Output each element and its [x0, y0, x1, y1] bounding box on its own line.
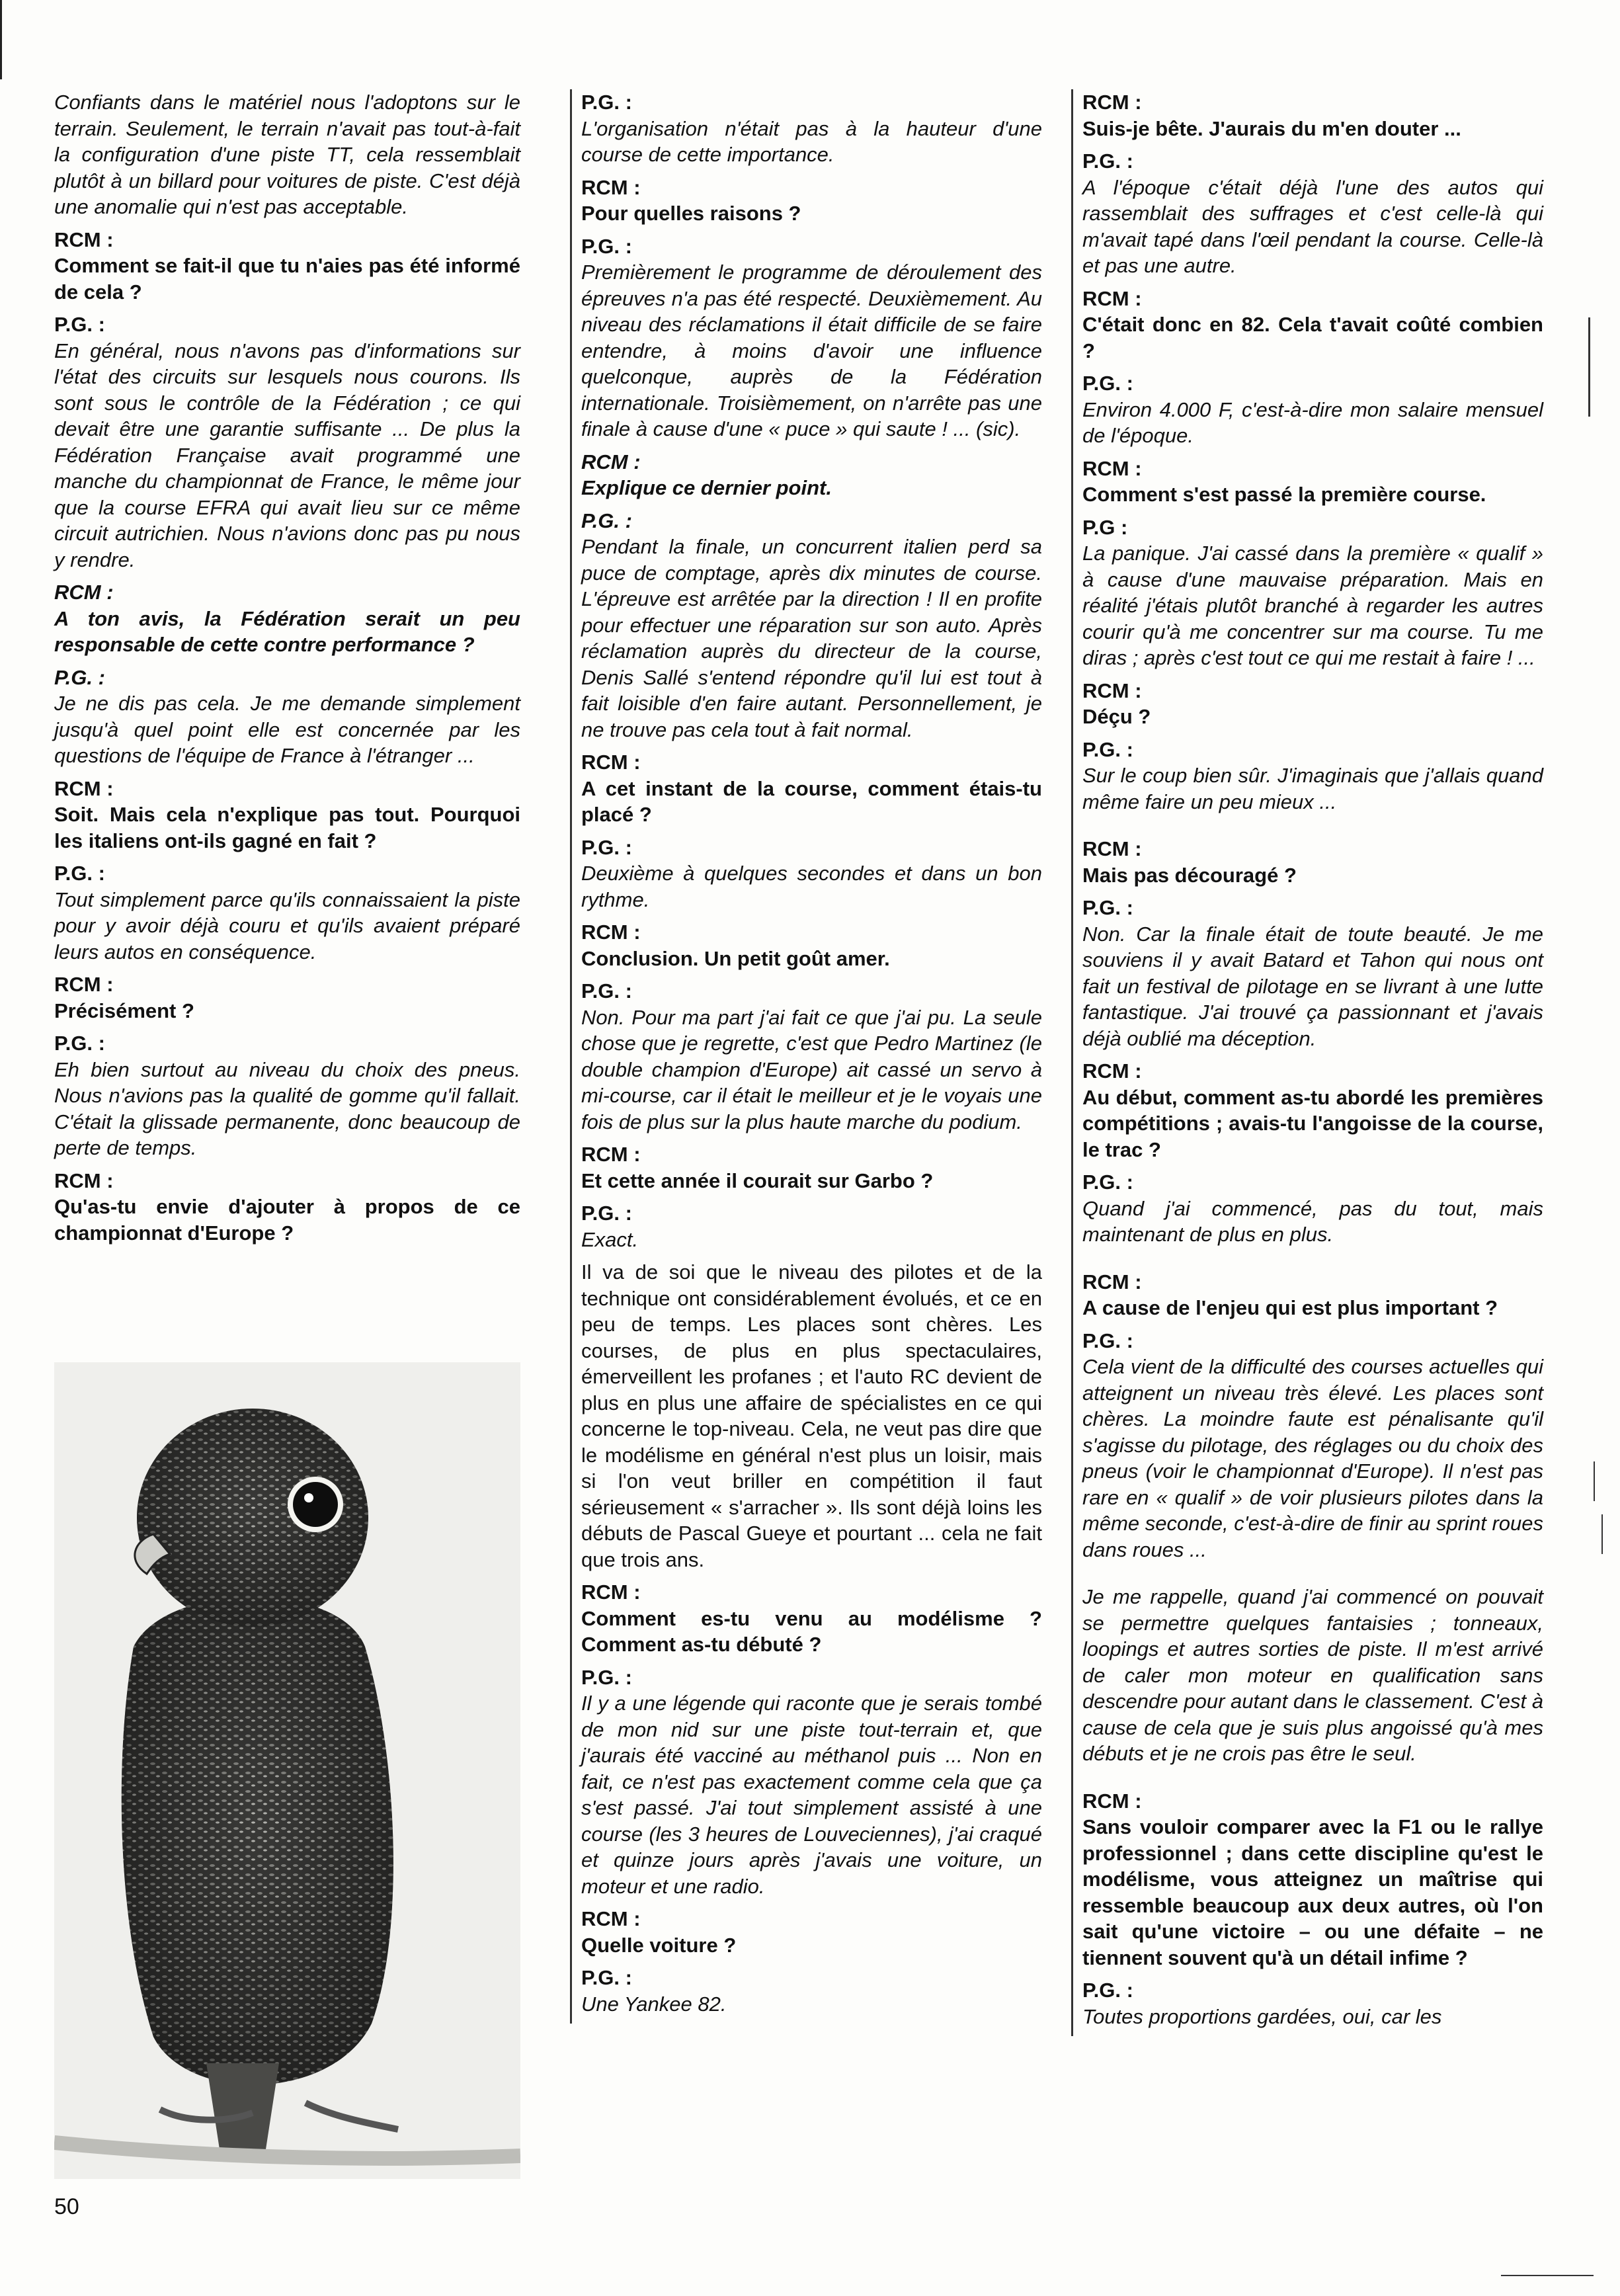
speaker-label: P.G. :: [1082, 1329, 1133, 1352]
article-column-2: [570, 89, 1042, 2024]
speaker-label: P.G. :: [54, 1032, 105, 1055]
question-text: Et cette année il courait sur Garbo ?: [581, 1168, 934, 1192]
bird-photo: [54, 1362, 520, 2179]
question-text: Comment s'est passé la première course.: [1082, 483, 1486, 506]
question-text: Explique ce dernier point.: [581, 476, 832, 499]
speaker-label: P.G. :: [1082, 1170, 1133, 1194]
answer-text: Non. Car la finale était de toute beauté. Je me souviens il y avait Batard et Tahon qui nous ont fait un festival de pilotage en se livrant à une lutte fantastique. J'ai trouvé ça passionnant et j'avais déjà oublié ma déception.: [1082, 922, 1543, 1050]
speaker-label: P.G. :: [1082, 149, 1133, 173]
question-text: Déçu ?: [1082, 705, 1151, 728]
speaker-label: P.G :: [1082, 515, 1128, 539]
speaker-label: P.G. :: [581, 835, 632, 859]
speaker-label: P.G. :: [581, 1665, 632, 1689]
question-text: Quelle voiture ?: [581, 1933, 737, 1957]
speaker-label: RCM :: [54, 776, 114, 800]
spacer: [1082, 1569, 1543, 1584]
answer-text: A l'époque c'était déjà l'une des autos qui rassemblait des suffrages et c'est celle-là qui m'avait tapé dans l'œil pendant la course. Celle-là et pas une autre.: [1082, 175, 1543, 277]
answer-text: Cela vient de la difficulté des courses actuelles qui atteignent un niveau très élevé. Les places sont chères. La moindre faute est pénalisante qu'il s'agisse du pilotage, des réglages ou du choix des pneus (voir le championnat d'Europe). Il n'est pas rare en « qualif » de voir plusieurs pilotes dans la même seconde, c'est-à-dire de finir au sprint roues dans roues ...: [1082, 1355, 1543, 1561]
speaker-label: RCM :: [581, 1580, 641, 1604]
question-text: A cause de l'enjeu qui est plus important ?: [1082, 1296, 1498, 1319]
answer-text: Une Yankee 82.: [581, 1992, 727, 2016]
question-text: C'était donc en 82. Cela t'avait coûté combien ?: [1082, 313, 1543, 362]
answer-text: Tout simplement parce qu'ils connaissaient la piste pour y avoir déjà couru et qu'ils avaient préparé leurs autos en conséquence.: [54, 887, 520, 964]
question-text: Conclusion. Un petit goût amer.: [581, 946, 890, 970]
spacer: [1082, 821, 1543, 836]
speaker-label: P.G. :: [581, 91, 632, 114]
answer-text: Quand j'ai commencé, pas du tout, mais maintenant de plus en plus.: [1082, 1196, 1543, 1246]
question-text: Précisément ?: [54, 999, 194, 1022]
question-text: Mais pas découragé ?: [1082, 863, 1297, 887]
answer-text: Sur le coup bien sûr. J'imaginais que j'allais quand même faire un peu mieux ...: [1082, 764, 1543, 813]
speaker-label: P.G. :: [581, 234, 632, 258]
answer-text: Deuxième à quelques secondes et dans un bon rythme.: [581, 862, 1042, 911]
article-column-3: [1071, 89, 1543, 2036]
question-text: Suis-je bête. J'aurais du m'en douter ...: [1082, 116, 1461, 140]
question-text: Sans vouloir comparer avec la F1 ou le rallye professionnel ; dans cette discipline qu'est le modélisme, vous atteignez un maîtrise qui ressemble beaucoup aux deux autres, où l'on sait qu'une victoire – ou une défaite – ne tiennent souvent qu'à un détail infime ?: [1082, 1815, 1543, 1969]
speaker-label: RCM :: [1082, 286, 1142, 310]
margin-mark: [1588, 317, 1590, 417]
speaker-label: RCM :: [581, 450, 641, 473]
answer-text: Je ne dis pas cela. Je me demande simplement jusqu'à quel point elle est concernée par les questions de l'équipe de France à l'étranger ...: [54, 692, 520, 767]
speaker-label: RCM :: [54, 973, 114, 996]
speaker-label: RCM :: [1082, 91, 1142, 114]
speaker-label: RCM :: [1082, 456, 1142, 480]
speaker-label: RCM :: [1082, 1059, 1142, 1083]
spacer: [1082, 1774, 1543, 1788]
question-text: Comment es-tu venu au modélisme ? Comment as-tu débuté ?: [581, 1606, 1042, 1656]
answer-text: Eh bien surtout au niveau du choix des pneus. Nous n'avions pas la qualité de gomme qu'il fallait. C'était la glissade permanente, donc beaucoup de perte de temps.: [54, 1057, 520, 1159]
question-text: Pour quelles raisons ?: [581, 202, 801, 225]
body-paragraph: Il va de soi que le niveau des pilotes et de la technique ont considérablement évolués, et ce en peu de temps. Les places sont chères. Les courses, de plus en plus spectaculaires, émerveillent les profanes ; et l'auto RC devient de plus en plus une affaire de spécialistes en ce qui concerne le top-niveau. Cela, ne veut pas dire que le modélisme en général n'est plus un loisir, mais si l'on veut briller en compétition il faut sérieusement « s'arracher ». Ils sont déjà loins les débuts de Pascal Gueye et pourtant ... cela ne fait que trois ans.: [581, 1260, 1042, 1571]
answer-text: Environ 4.000 F, c'est-à-dire mon salaire mensuel de l'époque.: [1082, 397, 1543, 447]
answer-text: La panique. J'ai cassé dans la première « qualif » à cause d'une mauvaise préparation. Mais en réalité j'étais plutôt branché à regarder les autres courir qu'à me concentrer sur ma course. Tu me diras ; après c'est tout ce qui me restait à faire ! ...: [1082, 542, 1543, 669]
speaker-label: RCM :: [1082, 837, 1142, 860]
speaker-label: P.G. :: [581, 509, 632, 532]
answer-text: L'organisation n'était pas à la hauteur d'une course de cette importance.: [581, 116, 1042, 166]
speaker-label: RCM :: [581, 175, 641, 199]
margin-mark: [1594, 1461, 1595, 1501]
speaker-label: RCM :: [54, 1168, 114, 1192]
speaker-label: P.G. :: [581, 979, 632, 1003]
speaker-label: RCM :: [1082, 1789, 1142, 1813]
speaker-label: P.G. :: [1082, 372, 1133, 395]
speaker-label: P.G. :: [54, 665, 105, 689]
bottom-rule: [1501, 2275, 1594, 2276]
article-column-1: [54, 89, 520, 1252]
answer-text: Je me rappelle, quand j'ai commencé on pouvait se permettre quelques fantaisies ; tonneaux, loopings et autres sorties de piste. Il m'est arrivé de caler mon moteur en qualification sans descendre pour autant dans le classement. C'est à cause de cela que je suis plus angoissé qu'à mes débuts et je ne crois pas être le seul.: [1082, 1585, 1543, 1765]
answer-text: Premièrement le programme de déroulement des épreuves n'a pas été respecté. Deuxièmement. Au niveau des réclamations il était difficile de se faire entendre, à moins d'avoir une influence quelconque, auprès de la Fédération internationale. Troisièmement, on n'arrête pas une finale à cause d'une « puce » qui saute ! ... (sic).: [581, 261, 1042, 440]
answer-text: En général, nous n'avons pas d'informations sur l'état des circuits sur lesquels nous courons. Ils sont sous le contrôle de la Fédération ; ce qui devait être une garantie suffisante ... De plus la Fédération Française avait programmé une manche du championnat de France, le même jour que la course EFRA qui avait lieu sur ce même circuit autrichien. Nous n'avions donc pas pu nous y rendre.: [54, 339, 520, 571]
speaker-label: RCM :: [581, 751, 641, 774]
question-text: Qu'as-tu envie d'ajouter à propos de ce championnat d'Europe ?: [54, 1195, 520, 1245]
speaker-label: P.G. :: [1082, 737, 1133, 761]
answer-text: Il y a une légende qui raconte que je serais tombé de mon nid sur une piste tout-terrain et, que j'aurais été vacciné au méthanol puis ... Non en fait, ce n'est pas exactement comme cela que ça s'est passé. J'ai tout simplement assisté à une course (les 3 heures de Louveciennes), j'ai craqué et quinze jours après j'avais une voiture, un moteur et une radio.: [581, 1692, 1042, 1898]
speaker-label: P.G. :: [54, 313, 105, 336]
page-number: 50: [54, 2194, 79, 2219]
question-text: Au début, comment as-tu abordé les premières compétitions ; avais-tu l'angoisse de la course, le trac ?: [1082, 1085, 1543, 1161]
page-edge-line: [0, 0, 2, 79]
speaker-label: RCM :: [581, 1907, 641, 1930]
question-text: A ton avis, la Fédération serait un peu responsable de cette contre performance ?: [54, 606, 520, 656]
speaker-label: P.G. :: [54, 862, 105, 885]
question-text: A cet instant de la course, comment étais-tu placé ?: [581, 776, 1042, 826]
speaker-label: RCM :: [54, 581, 114, 604]
answer-text: Exact.: [581, 1227, 639, 1251]
answer-text: Pendant la finale, un concurrent italien perd sa puce de comptage, après dix minutes de course. L'épreuve est arrêtée par la direction ! Il en profite pour effectuer une réparation sur son auto. Après réclamation auprès du directeur de la course, Denis Sallé s'entend répondre qu'il lui est tout à fait loisible d'en faire autant. Personnellement, je ne trouve pas cela tout à fait normal.: [581, 535, 1042, 741]
speaker-label: RCM :: [1082, 1270, 1142, 1293]
speaker-label: P.G. :: [1082, 1979, 1133, 2002]
speaker-label: P.G. :: [1082, 896, 1133, 919]
speaker-label: RCM :: [1082, 678, 1142, 702]
answer-text: Toutes proportions gardées, oui, car les: [1082, 2004, 1442, 2028]
question-text: Comment se fait-il que tu n'aies pas été informé de cela ?: [54, 254, 520, 304]
margin-mark: [1601, 1514, 1603, 1554]
spacer: [1082, 1254, 1543, 1269]
answer-text: Confiants dans le matériel nous l'adoptons sur le terrain. Seulement, le terrain n'avait pas tout-à-fait la configuration d'une piste TT, cela ressemblait plutôt à un billard pour voitures de piste. C'est déjà une anomalie qui n'est pas acceptable.: [54, 91, 520, 218]
speaker-label: P.G. :: [581, 1966, 632, 1989]
question-text: Soit. Mais cela n'explique pas tout. Pourquoi les italiens ont-ils gagné en fait ?: [54, 803, 520, 852]
speaker-label: RCM :: [581, 1143, 641, 1166]
speaker-label: RCM :: [581, 921, 641, 944]
speaker-label: RCM :: [54, 227, 114, 251]
speaker-label: P.G. :: [581, 1202, 632, 1225]
answer-text: Non. Pour ma part j'ai fait ce que j'ai pu. La seule chose que je regrette, c'est que Pedro Martinez (le double champion d'Europe) ait cassé un servo à mi-course, car il était le meilleur et je le voyais une fois de plus sur la plus haute marche du podium.: [581, 1005, 1042, 1133]
